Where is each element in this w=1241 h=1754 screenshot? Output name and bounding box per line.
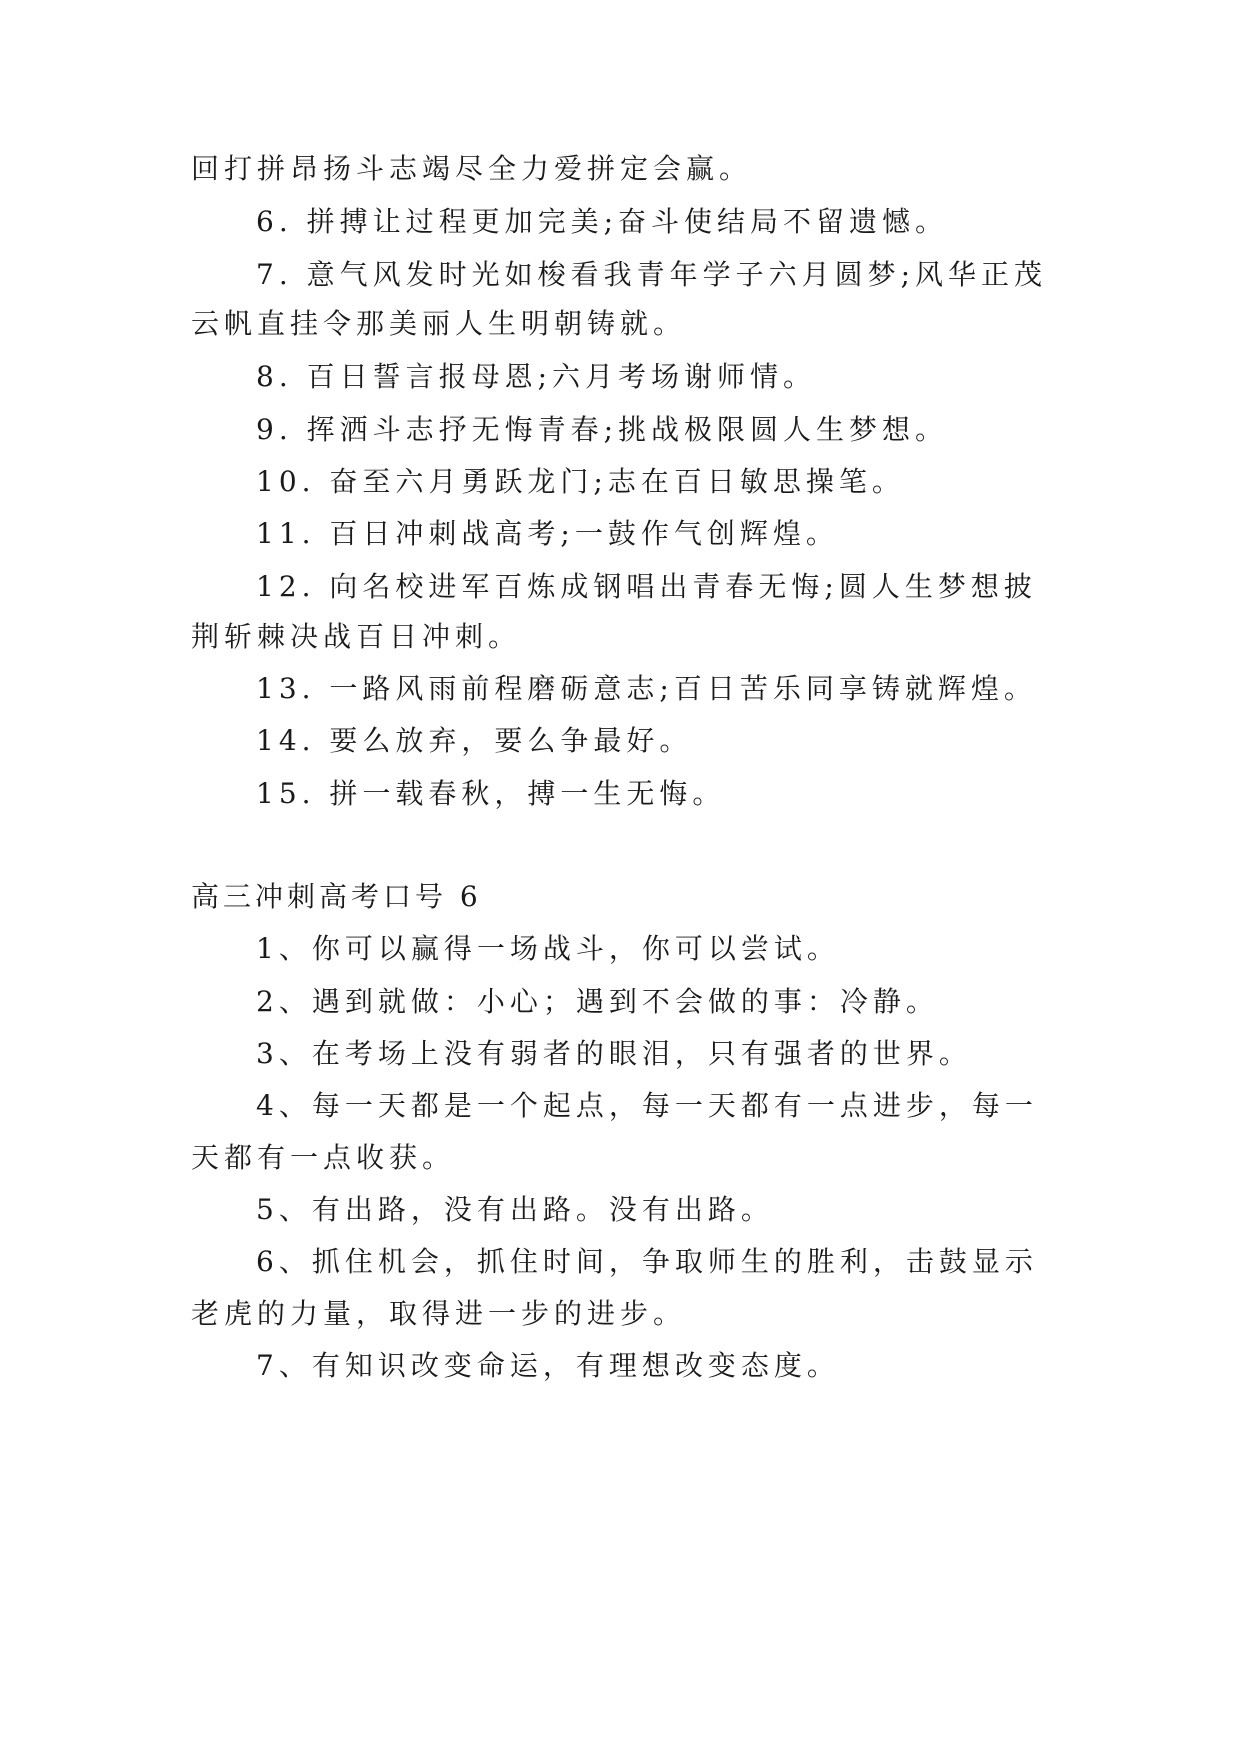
slogan-item-12-continuation: 荆斩棘决战百日冲刺。 (191, 620, 522, 653)
slogan-item-8: 8. 百日誓言报母恩;六月考场谢师情。 (256, 360, 817, 393)
slogan-item-5: 5、有出路，没有出路。没有出路。 (256, 1193, 774, 1226)
slogan-item-6b-continuation: 老虎的力量，取得进一步的进步。 (191, 1297, 687, 1330)
slogan-item-15: 15. 拼一载春秋，搏一生无悔。 (256, 777, 726, 810)
slogan-item-7: 7. 意气风发时光如梭看我青年学子六月圆梦;风华正茂 (256, 258, 1048, 291)
slogan-item-14: 14. 要么放弃，要么争最好。 (256, 724, 693, 757)
slogan-item-7-continuation: 云帆直挂令那美丽人生明朝铸就。 (191, 307, 687, 340)
slogan-item-4-continuation: 天都有一点收获。 (191, 1141, 456, 1174)
slogan-item-4: 4、每一天都是一个起点，每一天都有一点进步，每一 (256, 1089, 1038, 1122)
slogan-item-12: 12. 向名校进军百炼成钢唱出青春无悔;圆人生梦想披 (256, 570, 1037, 603)
slogan-item-13: 13. 一路风雨前程磨砺意志;百日苦乐同享铸就辉煌。 (256, 672, 1037, 705)
slogan-item-6: 6. 拼搏让过程更加完美;奋斗使结局不留遗憾。 (256, 205, 949, 238)
slogan-item-1: 1、你可以赢得一场战斗，你可以尝试。 (256, 932, 840, 965)
slogan-item-3: 3、在考场上没有弱者的眼泪，只有强者的世界。 (256, 1037, 972, 1070)
slogan-item-11: 11. 百日冲刺战高考;一鼓作气创辉煌。 (256, 517, 839, 550)
section-heading: 高三冲刺高考口号 6 (191, 880, 482, 913)
slogan-item-6b: 6、抓住机会，抓住时间，争取师生的胜利，击鼓显示 (256, 1245, 1038, 1278)
text-line-continuation: 回打拼昂扬斗志竭尽全力爱拼定会赢。 (191, 152, 753, 185)
slogan-item-9: 9. 挥洒斗志抒无悔青春;挑战极限圆人生梦想。 (256, 413, 949, 446)
slogan-item-10: 10. 奋至六月勇跃龙门;志在百日敏思操笔。 (256, 465, 905, 498)
slogan-item-7b: 7、有知识改变命运，有理想改变态度。 (256, 1349, 840, 1382)
slogan-item-2: 2、遇到就做：小心；遇到不会做的事：冷静。 (256, 985, 939, 1018)
